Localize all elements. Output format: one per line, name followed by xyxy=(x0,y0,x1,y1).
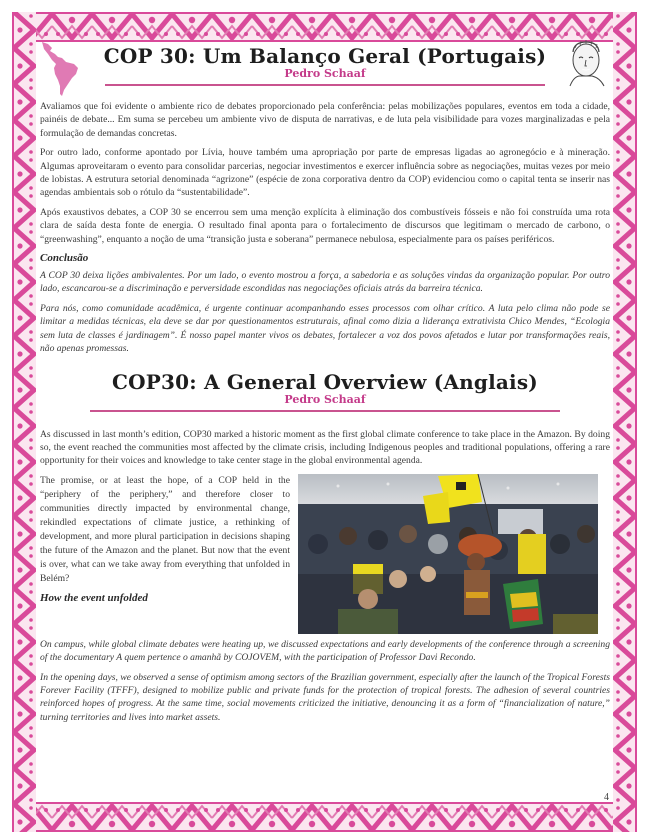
page-number: 4 xyxy=(604,792,609,803)
page-content xyxy=(40,38,610,730)
border-right-pattern xyxy=(613,12,637,832)
border-bottom-pattern xyxy=(12,802,637,832)
article-en-intro: As discussed in last month’s edition, COP30 marked a historic moment as the first global climate conference to take place in the Amazon. By doing so, the event reached the communities most affected by the climate crisis, including Indigenous peoples and traditional populations, offering a rare opportunity for their voices and knowledge to take center stage in the global environmental agenda. xyxy=(40,428,610,467)
article-pt-author: Pedro Schaaf xyxy=(284,67,366,80)
protest-photo xyxy=(298,474,598,634)
border-left-pattern xyxy=(12,12,36,832)
article-pt-title: COP 30: Um Balanço Geral (Portugais) xyxy=(103,44,547,68)
article-portuguese xyxy=(40,44,610,356)
conclusion-paragraph: A COP 30 deixa lições ambivalentes. Por um lado, o evento mostrou a força, a sabedoria e as soluções vindas da organização popular. Por outro lado, escancarou-se a discriminação e perversidade escondidas nas negociações oficiais atrás da barreira técnica. xyxy=(40,270,610,295)
article-en-two-column xyxy=(40,474,610,634)
conclusion-paragraph: Para nós, como comunidade acadêmica, é urgente continuar acompanhando esses processos com olhar crítico. A luta pelo clima não pode se limitar a medidas técnicas, ela deve se dar por questionamentos estruturais, afinal como dizia a liderança extrativista Chico Mendes, “Ecologia sem luta de classes é jardinagem”. É nosso papel manter vivos os debates, fortalecer a voz dos povos afetados e lutar por transformações reais, não apenas promessas. xyxy=(40,302,610,355)
article-en-text-column xyxy=(40,474,290,609)
section-paragraph: In the opening days, we observed a sense of optimism among sectors of the Brazilian government, especially after the launch of the Tropical Forests Forever Facility (TFFF), designed to mobilize public and private funds for the protection of tropical forests. The adhesion of several countries reinforced hopes of progress. At the same time, social movements criticized the initiative, denouncing it as a form of “financialization of nature,” turning territories and lives into market assets. xyxy=(40,671,610,723)
section-heading: How the event unfolded xyxy=(40,591,148,604)
article-en-paragraph: The promise, or at least the hope, of a COP held in the “periphery of the periphery,” and therefore closer to communities directly impacted by environmental change, rekindled expectations of climate justice, a rethinking of development, and more plural participation in decisions shaping the future of the Amazon and the planet. But now that the event is over, what can we take away from everything that unfolded in Belém? xyxy=(40,474,290,584)
article-english xyxy=(40,370,610,725)
article-en-title: COP30: A General Overview (Anglais) xyxy=(112,369,538,394)
section-paragraph: On campus, while global climate debates were heating up, we discussed expectations and early developments of the conference through a screening of the documentary A quem pertence o amanhã by COJOVEM, with the participation of Professor Davi Recondo. xyxy=(40,638,610,664)
article-pt-paragraph: Após exaustivos debates, a COP 30 se encerrou sem uma menção explícita à eliminação dos combustíveis fósseis e não foi construída uma rota clara de saída desta fonte de energia. O resultado final aponta para o fortalecimento de discursos que legitimam o mercado de carbono, o “greenwashing”, enquanto a noção de uma “transição justa e soberana” permanece nebulosa, especialmente para os países periféricos. xyxy=(40,206,610,245)
article-pt-paragraph: Avaliamos que foi evidente o ambiente rico de debates proporcionado pela conferência: pelas mobilizações populares, eventos em toda a cidade, painéis de debate... Em suma se percebeu um ambiente vivo de disputa de narrativas, e de luta pela visibilidade para vozes marginalizadas e pela formulação de demandas concretas. xyxy=(40,101,610,139)
article-en-author: Pedro Schaaf xyxy=(284,392,366,406)
conclusion-heading: Conclusão xyxy=(40,252,89,265)
article-pt-paragraph: Por outro lado, conforme apontado por Lívia, houve também uma apropriação por parte de empresas ligadas ao agronegócio e à mineração. Algumas aproveitaram o evento para consolidar parcerias, negociar investimentos e exercer influência sobre as negociações, muitas vezes por meio de lobistas. A estrutura setorial denominada “agrizone” (espécie de zona corporativa dentro da COP) evidenciou como o capital tenta se inserir nas agendas ambientais sob o rótulo da “sustentabilidade”. xyxy=(40,147,610,199)
